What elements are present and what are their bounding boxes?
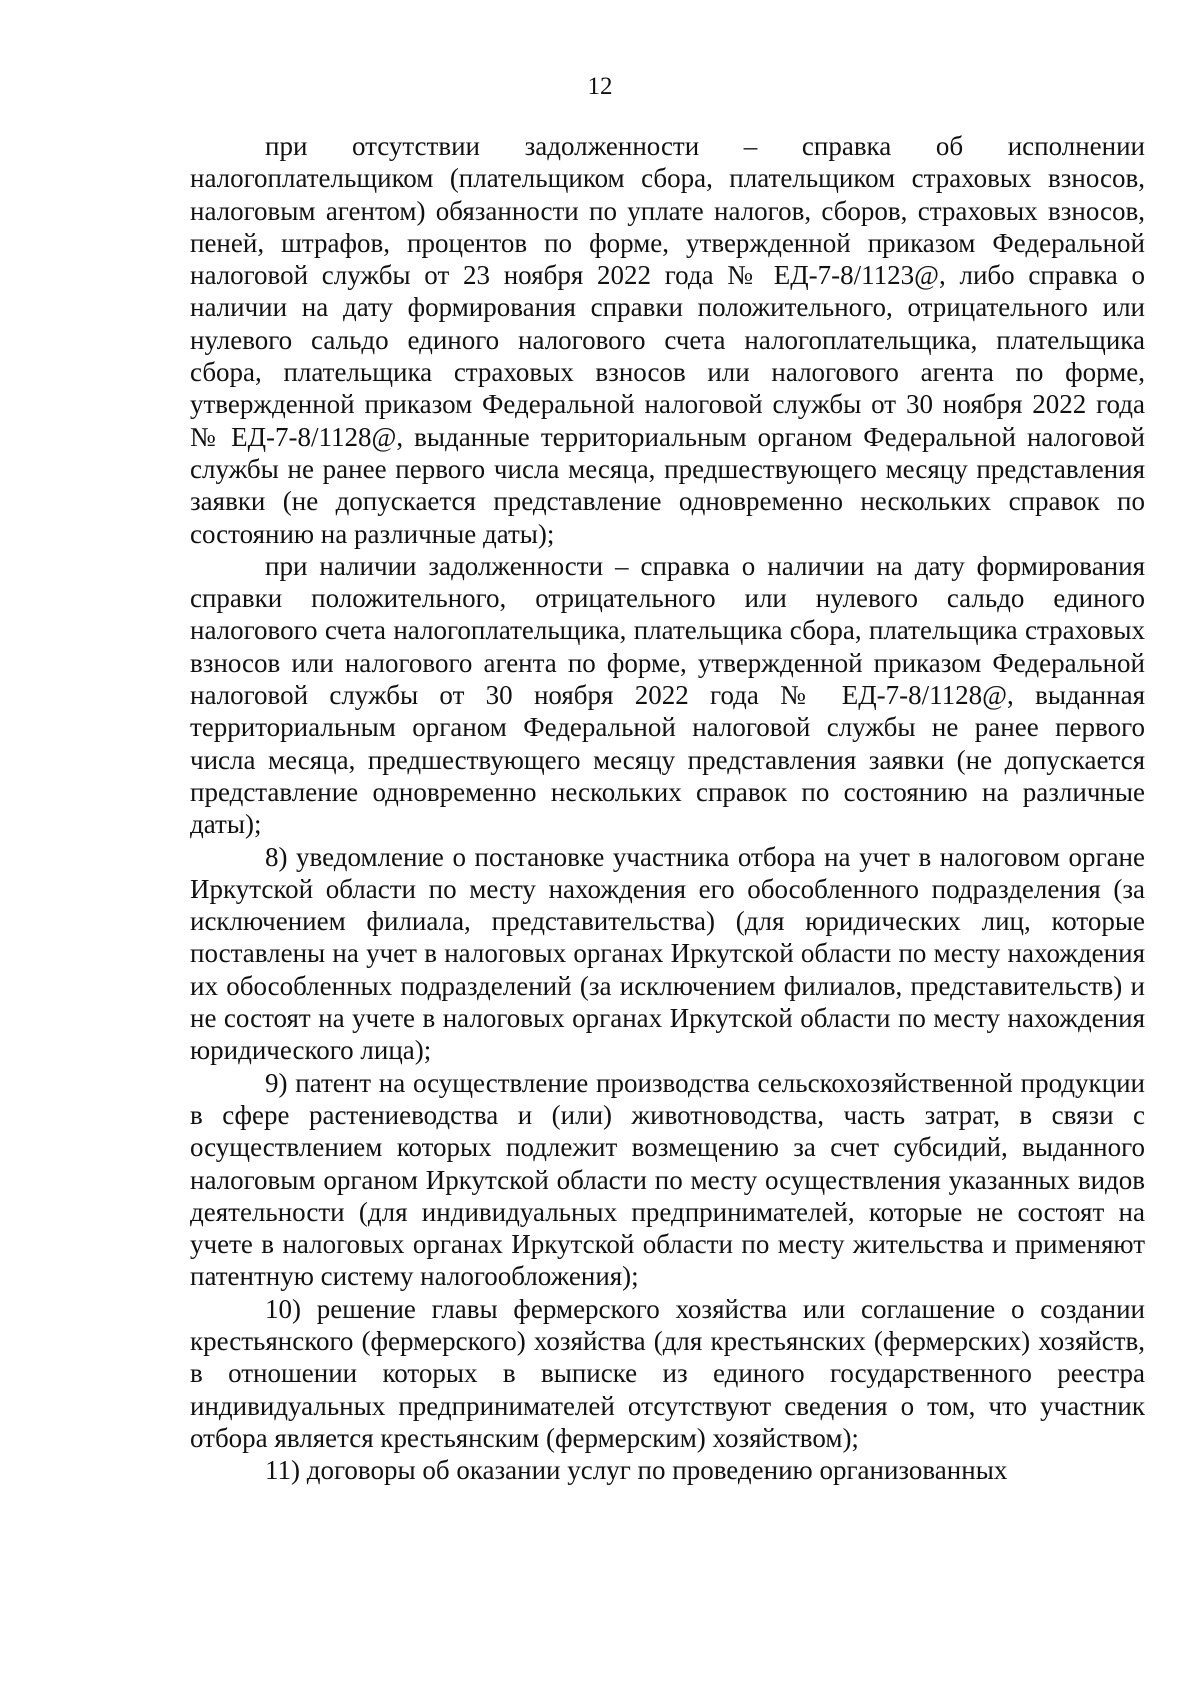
paragraph-item-9: 9) патент на осуществление производства сельскохозяйственной продукции в сфере растениеводства и (или) животноводства, часть затрат, в связи с осуществлением которых подлежит возмещению за счет субсидий, выданного налоговым органом Иркутской области по месту осуществления указанных видов деятельности (для индивидуальных предпринимателей, которые не состоят на учете в налоговых органах Иркутской области по месту жительства и применяют патентную систему налогообложения); [190, 1067, 1145, 1292]
paragraph-item-8: 8) уведомление о постановке участника отбора на учет в налоговом органе Иркутской области по месту нахождения его обособленного подразделения (за исключением филиала, представительства) (для юридических лиц, которые поставлены на учет в налоговых органах Иркутской области по месту нахождения их обособленных подразделений (за исключением филиалов, представительств) и не состоят на учете в налоговых органах Иркутской области по месту нахождения юридического лица); [190, 841, 1145, 1066]
page-number: 12 [587, 73, 613, 100]
paragraph-item-11: 11) договоры об оказании услуг по проведению организованных [265, 1455, 1008, 1486]
paragraph-item-10: 10) решение главы фермерского хозяйства или соглашение о создании крестьянского (фермерского) хозяйства (для крестьянских (фермерских) хозяйств, в отношении которых в выписке из единого государственного реестра индивидуальных предпринимателей отсутствуют сведения о том, что участник отбора является крестьянским (фермерским) хозяйством); [190, 1293, 1145, 1453]
document-body [190, 130, 1145, 1486]
paragraph-no-debt-certificate: при отсутствии задолженности – справка об исполнении налогоплательщиком (плательщиком сбора, плательщиком страховых взносов, налоговым агентом) обязанности по уплате налогов, сборов, страховых взносов, пеней, штрафов, процентов по форме, утвержденной приказом Федеральной налоговой службы от 23 ноября 2022 года № ЕД-7-8/1123@, либо справка о наличии на дату формирования справки положительного, отрицательного или нулевого сальдо единого налогового счета налогоплательщика, плательщика сбора, плательщика страховых взносов или налогового агента по форме, утвержденной приказом Федеральной налоговой службы от 30 ноября 2022 года № ЕД-7-8/1128@, выданные территориальным органом Федеральной налоговой службы не ранее первого числа месяца, предшествующего месяцу представления заявки (не допускается представление одновременно нескольких справок по состоянию на различные даты); [190, 131, 1145, 549]
paragraph-debt-certificate: при наличии задолженности – справка о наличии на дату формирования справки положительного, отрицательного или нулевого сальдо единого налогового счета налогоплательщика, плательщика сбора, плательщика страховых взносов или налогового агента по форме, утвержденной приказом Федеральной налоговой службы от 30 ноября 2022 года № ЕД-7-8/1128@, выданная территориальным органом Федеральной налоговой службы не ранее первого числа месяца, предшествующего месяцу представления заявки (не допускается представление одновременно нескольких справок по состоянию на различные даты); [190, 550, 1145, 840]
